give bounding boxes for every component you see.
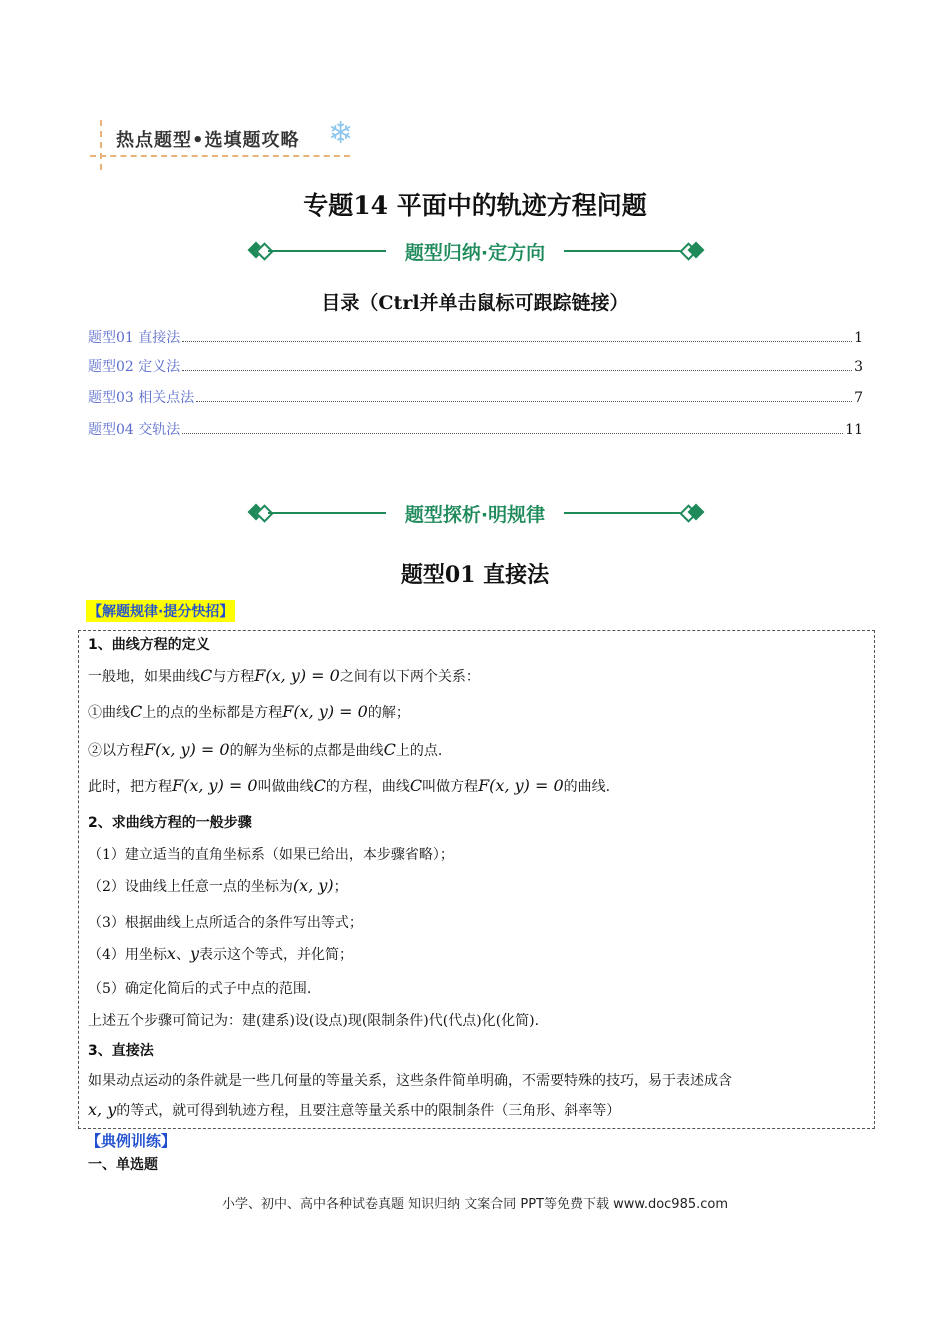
header-vertical-line (100, 120, 102, 170)
banner-label: 题型归纳·定方向 (404, 242, 546, 264)
banner-label: 题型探析·明规律 (404, 504, 546, 526)
toc-item-page: 1 (854, 330, 863, 346)
toc-item-page: 7 (854, 390, 863, 406)
box-paragraph: ②以方程F(x, y) = 0的解为坐标的点都是曲线C上的点. (88, 740, 443, 759)
snowflake-icon: ❄ (328, 116, 354, 151)
toc-item-label[interactable]: 题型02 定义法 (88, 359, 181, 375)
step-item: （5）确定化简后的式子中点的范围. (88, 981, 312, 997)
section-title: 题型01 直接法 (400, 562, 550, 588)
document-title: 专题14 平面中的轨迹方程问题 (303, 191, 647, 220)
toc-item[interactable] (88, 387, 863, 409)
box-paragraph: 一般地，如果曲线C与方程F(x, y) = 0之间有以下两个关系： (88, 666, 480, 685)
section-banner-1 (0, 236, 950, 266)
step-item: （4）用坐标x、y表示这个等式，并化简； (88, 944, 353, 963)
step-item: （3）根据曲线上点所适合的条件写出等式； (88, 915, 363, 931)
box-heading-2: 2、求曲线方程的一般步骤 (88, 815, 252, 831)
page-footer: 小学、初中、高中各种试卷真题 知识归纳 文案合同 PPT等免费下载 www.doc985.com (221, 1197, 729, 1212)
example-tag: 【典例训练】 (86, 1132, 177, 1150)
box-paragraph: 此时，把方程F(x, y) = 0叫做曲线C的方程，曲线C叫做方程F(x, y) = 0的曲线. (88, 776, 611, 795)
toc-item[interactable] (88, 419, 863, 441)
header-tag: 热点题型•选填题攻略 (116, 130, 300, 151)
step-item: （1）建立适当的直角坐标系（如果已给出，本步骤省略）； (88, 847, 454, 863)
toc-item-label[interactable]: 题型03 相关点法 (88, 390, 195, 406)
box-heading-3: 3、直接法 (88, 1043, 154, 1059)
toc-item[interactable] (88, 327, 863, 349)
box-paragraph: ①曲线C上的点的坐标都是方程F(x, y) = 0的解； (88, 702, 410, 721)
subsection-heading: 一、单选题 (88, 1157, 158, 1173)
box-paragraph: 如果动点运动的条件就是一些几何量的等量关系，这些条件简单明确，不需要特殊的技巧，易于表述成含 (88, 1073, 732, 1089)
toc-item-label[interactable]: 题型04 交轨法 (88, 422, 181, 438)
toc-item-label[interactable]: 题型01 直接法 (88, 330, 181, 346)
header-horizontal-line (90, 155, 350, 157)
toc-item-page: 3 (854, 359, 863, 375)
section-banner-2 (0, 498, 950, 528)
toc-item-page: 11 (845, 422, 863, 438)
box-heading-1: 1、曲线方程的定义 (88, 637, 210, 653)
step-item: （2）设曲线上任意一点的坐标为(x, y)； (88, 876, 348, 895)
box-paragraph: x, y的等式，就可得到轨迹方程，且要注意等量关系中的限制条件（三角形、斜率等） (88, 1100, 621, 1119)
step-summary: 上述五个步骤可简记为：建(建系)设(设点)现(限制条件)代(代点)化(化简). (88, 1013, 540, 1029)
tip-tag: 【解题规律·提分快招】 (86, 600, 235, 622)
toc-heading: 目录（Ctrl并单击鼠标可跟踪链接） (321, 292, 629, 314)
toc-item[interactable] (88, 356, 863, 378)
